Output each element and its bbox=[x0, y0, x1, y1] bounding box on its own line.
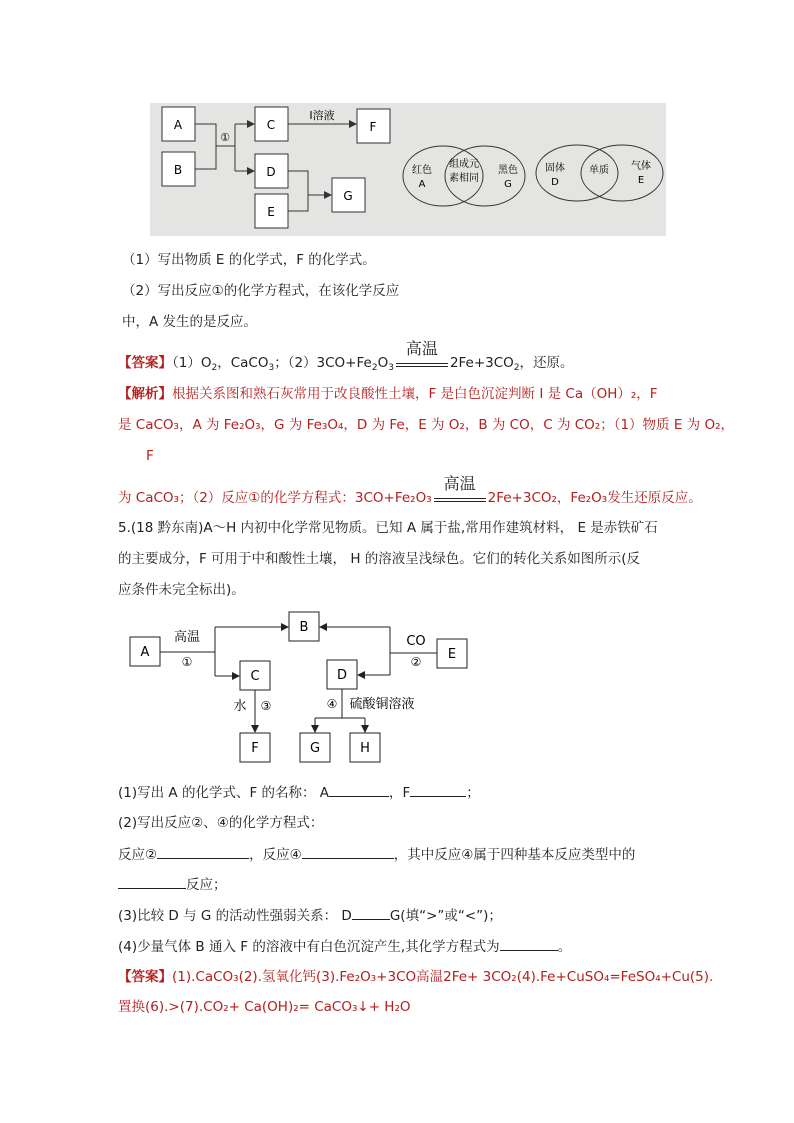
blank-activity[interactable] bbox=[352, 905, 390, 920]
diagram2-svg bbox=[120, 606, 500, 768]
question-part-2-cont: 中，A 发生的是反应。 bbox=[122, 314, 258, 330]
d1-v2-right-1: 气体 bbox=[631, 161, 651, 172]
analysis-line-3: F bbox=[146, 448, 154, 464]
d2-label-water: 水 bbox=[233, 699, 247, 714]
q5-part-2-type: 反应； bbox=[118, 874, 227, 895]
q5-line-1: 5.(18 黔东南)A～H 内初中化学常见物质。已知 A 属于盐,常用作建筑材料， E 是赤铁矿石 bbox=[118, 520, 658, 536]
diagram2 bbox=[120, 606, 500, 768]
d1-v1-right-1: 黑色 bbox=[498, 165, 518, 176]
blank-a[interactable] bbox=[329, 782, 389, 797]
d2-label-cuso4: 硫酸铜溶液 bbox=[349, 697, 415, 712]
d1-v2-left-2: D bbox=[551, 177, 559, 188]
d2-marker-2: ② bbox=[410, 655, 422, 669]
blank-reaction-2[interactable] bbox=[157, 844, 249, 859]
blank-reaction-4[interactable] bbox=[302, 844, 394, 859]
d1-v2-right-2: E bbox=[637, 175, 645, 186]
d1-marker-1: ① bbox=[220, 131, 230, 144]
answer-1-line: 【答案】$(1)O_2$，CaCO$_3$；$(2)3CO+Fe_2O_3$ 高温 $2Fe+3CO_2$，还原。 bbox=[118, 339, 574, 373]
q5-part-1: (1)写出 A 的化学式、F 的名称： A ，F ； bbox=[118, 782, 480, 803]
high-temp-condition-2: 高温 bbox=[434, 490, 486, 502]
d2-marker-1: ① bbox=[181, 655, 193, 669]
blank-equation[interactable] bbox=[500, 936, 558, 951]
question-part-2: （2）写出反应①的化学方程式，在该化学反应 bbox=[122, 283, 400, 299]
d2-label-co: CO bbox=[406, 634, 426, 649]
d2-label-f: F bbox=[251, 741, 259, 756]
d1-v1-left-1: 红色 bbox=[412, 165, 432, 176]
d1-label-c: C bbox=[266, 118, 276, 132]
d1-v1-left-2: A bbox=[418, 179, 426, 190]
analysis-line-2: 是 CaCO₃，A 为 Fe₂O₃，G 为 Fe₃O₄，D 为 Fe，E 为 O₂，B 为 CO，C 为 CO₂；（1）物质 E 为 O₂， bbox=[118, 417, 734, 433]
d1-label-f: F bbox=[369, 120, 377, 134]
d1-label-a: A bbox=[173, 118, 183, 132]
d1-label-b: B bbox=[173, 163, 183, 177]
blank-f[interactable] bbox=[410, 782, 466, 797]
q5-line-2: 的主要成分，F 可用于中和酸性土壤， H 的溶液呈浅绿色。它们的转化关系如图所示(反 bbox=[118, 551, 641, 567]
diagram1-photo bbox=[150, 103, 666, 236]
d2-label-d: D bbox=[336, 668, 348, 683]
d2-label-g: G bbox=[309, 741, 321, 756]
d2-label-h: H bbox=[360, 741, 370, 756]
analysis-tag: 【解析】 bbox=[118, 386, 172, 402]
d1-v2-mid: 单质 bbox=[589, 165, 609, 176]
q5-part-4: (4)少量气体 B 通入 F 的溶液中有白色沉淀产生,其化学方程式为 。 bbox=[118, 936, 571, 957]
blank-reaction-type[interactable] bbox=[118, 874, 186, 889]
d1-label-e: E bbox=[267, 205, 275, 219]
q5-part-3: (3)比较 D 与 G 的活动性强弱关系： D G(填“>”或“<”)； bbox=[118, 905, 502, 926]
question-part-1: （1）写出物质 E 的化学式，F 的化学式。 bbox=[122, 252, 376, 268]
d2-label-b: B bbox=[299, 620, 309, 635]
d2-marker-4: ④ bbox=[326, 697, 338, 711]
d1-label-g: G bbox=[343, 189, 353, 203]
q5-part-2-line: 反应② ，反应④ ，其中反应④属于四种基本反应类型中的 bbox=[118, 844, 635, 865]
high-temp-condition: 高温 bbox=[396, 355, 448, 367]
d1-v1-mid-2: 素相同 bbox=[449, 173, 479, 184]
d2-label-a: A bbox=[140, 645, 150, 660]
answer-2-line-2: 置换(6).>(7).CO₂+ Ca(OH)₂= CaCO₃↓+ H₂O bbox=[118, 999, 411, 1015]
d1-label-d: D bbox=[266, 165, 276, 179]
q5-line-3: 应条件未完全标出)。 bbox=[118, 582, 245, 598]
d1-arrow-label: I溶液 bbox=[309, 109, 335, 122]
analysis-line-4: 为 CaCO₃；（2）反应①的化学方程式：3CO+Fe₂O₃ 高温 2Fe+3CO₂，Fe₂O₃发生还原反应。 bbox=[118, 474, 702, 506]
d2-marker-3: ③ bbox=[260, 699, 272, 713]
d2-label-c: C bbox=[250, 669, 260, 684]
diagram1-svg bbox=[150, 103, 666, 236]
analysis-line-1: 【解析】根据关系图和熟石灰常用于改良酸性土壤，F 是白色沉淀判断 I 是 Ca（OH）₂，F bbox=[118, 386, 658, 402]
answer-tag: 【答案】 bbox=[118, 355, 172, 371]
answer-2-line-1: 【答案】(1).CaCO₃(2).氢氧化钙(3).Fe₂O₃+3CO高温2Fe+ 3CO₂(4).Fe+CuSO₄=FeSO₄+Cu(5). bbox=[118, 969, 714, 985]
d1-v1-right-2: G bbox=[504, 179, 512, 190]
d2-label-hightemp: 高温 bbox=[173, 630, 201, 645]
d2-label-e: E bbox=[447, 647, 457, 662]
d1-v1-mid-1: 组成元 bbox=[449, 159, 479, 170]
d1-v2-left-1: 固体 bbox=[545, 163, 565, 174]
answer-2-tag: 【答案】 bbox=[118, 969, 172, 985]
q5-part-2: (2)写出反应②、④的化学方程式： bbox=[118, 815, 324, 831]
